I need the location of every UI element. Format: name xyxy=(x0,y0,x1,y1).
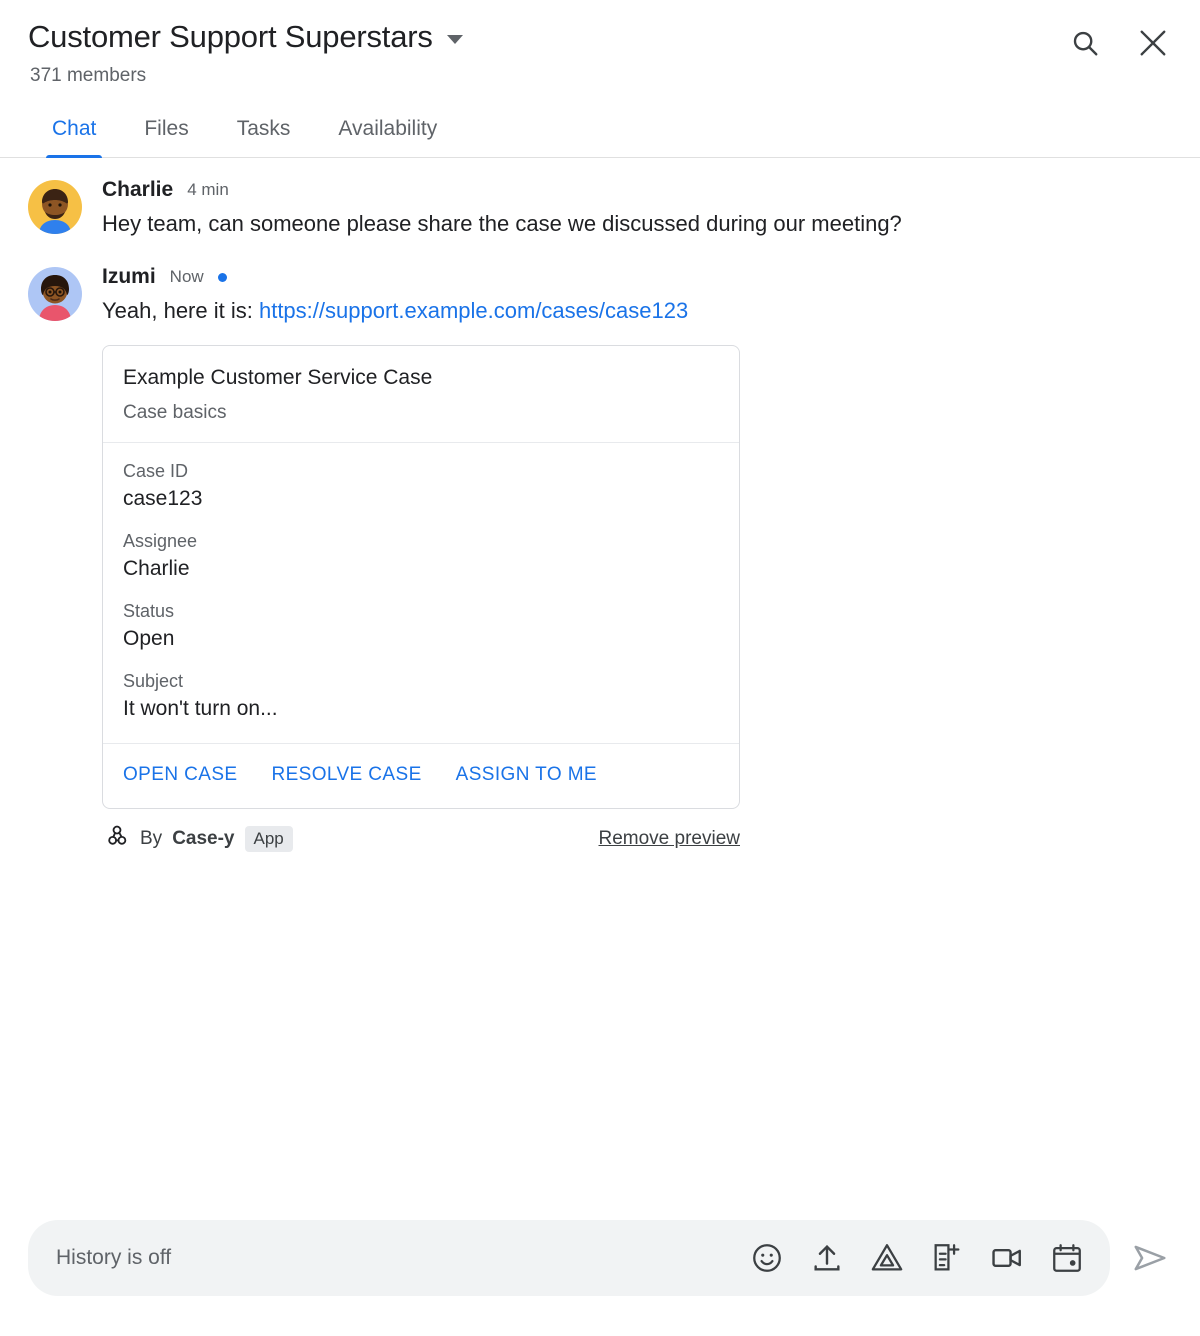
case-preview-card xyxy=(102,345,740,809)
field-value: Open xyxy=(123,626,175,650)
message-body xyxy=(102,265,1172,854)
message-timestamp: Now xyxy=(169,267,204,287)
message-text-prefix: Yeah, here it is: xyxy=(102,298,259,324)
open-case-button[interactable]: OPEN CASE xyxy=(123,763,238,785)
video-icon[interactable] xyxy=(990,1241,1024,1275)
app-badge: App xyxy=(245,826,293,852)
tab-bar xyxy=(0,109,1200,158)
card-fields xyxy=(103,443,739,744)
send-icon[interactable] xyxy=(1128,1236,1172,1280)
room-title-row xyxy=(28,18,1172,55)
composer-icons xyxy=(750,1241,1084,1275)
composer xyxy=(28,1220,1172,1296)
webhook-icon xyxy=(104,823,130,855)
message-header xyxy=(102,265,1172,289)
avatar[interactable] xyxy=(28,180,82,234)
member-count: 371 members xyxy=(30,65,147,87)
page-title: Customer Support Superstars xyxy=(28,19,433,54)
tab-files[interactable]: Files xyxy=(144,117,189,141)
card-header xyxy=(103,346,739,443)
message-sender: Izumi xyxy=(102,265,156,289)
field-value: case123 xyxy=(123,486,203,510)
message-timestamp: 4 min xyxy=(187,180,229,200)
attribution-app-name: Case-y xyxy=(172,827,235,849)
message-item xyxy=(28,265,1172,854)
avatar[interactable] xyxy=(28,267,82,321)
field-label: Status xyxy=(123,600,175,621)
upload-icon[interactable] xyxy=(810,1241,844,1275)
card-actions xyxy=(103,744,739,808)
card-title: Example Customer Service Case xyxy=(123,365,433,389)
collapse-icon[interactable] xyxy=(1136,26,1170,60)
field-assignee xyxy=(123,531,719,581)
message-input-box[interactable] xyxy=(28,1220,1110,1296)
doc-add-icon[interactable] xyxy=(930,1241,964,1275)
composer-area xyxy=(0,1220,1200,1336)
unread-indicator-icon xyxy=(218,273,227,282)
field-subject xyxy=(123,671,719,721)
emoji-icon[interactable] xyxy=(750,1241,784,1275)
search-icon[interactable] xyxy=(1068,26,1102,60)
card-attribution xyxy=(102,823,740,855)
assign-to-me-button[interactable]: ASSIGN TO ME xyxy=(455,763,597,785)
resolve-case-button[interactable]: RESOLVE CASE xyxy=(271,763,422,785)
message-body xyxy=(102,178,1172,239)
drive-icon[interactable] xyxy=(870,1241,904,1275)
header-actions xyxy=(1068,26,1170,60)
calendar-icon[interactable] xyxy=(1050,1241,1084,1275)
attribution-left xyxy=(104,823,293,855)
tab-availability[interactable]: Availability xyxy=(338,117,438,141)
field-label: Assignee xyxy=(123,530,198,551)
case-link[interactable]: https://support.example.com/cases/case123 xyxy=(258,298,689,324)
card-subtitle: Case basics xyxy=(123,401,227,423)
field-status xyxy=(123,601,719,651)
message-input-placeholder: History is off xyxy=(56,1246,172,1269)
field-value: Charlie xyxy=(123,556,190,580)
tab-chat[interactable]: Chat xyxy=(28,109,120,157)
attribution-by: By xyxy=(140,827,163,849)
field-label: Case ID xyxy=(123,460,189,481)
message-text: Hey team, can someone please share the case we discussed during our meeting? xyxy=(102,211,902,237)
tab-tasks[interactable]: Tasks xyxy=(236,117,291,141)
message-sender: Charlie xyxy=(102,178,174,202)
field-case-id xyxy=(123,461,719,511)
field-value: It won't turn on... xyxy=(123,696,278,720)
remove-preview-button[interactable]: Remove preview xyxy=(598,827,740,849)
message-list xyxy=(0,158,1200,1220)
chevron-down-icon[interactable] xyxy=(447,35,463,44)
message-header xyxy=(102,178,1172,202)
message-item xyxy=(28,178,1172,239)
message-text xyxy=(102,295,1002,326)
field-label: Subject xyxy=(123,670,184,691)
room-header xyxy=(0,0,1200,87)
